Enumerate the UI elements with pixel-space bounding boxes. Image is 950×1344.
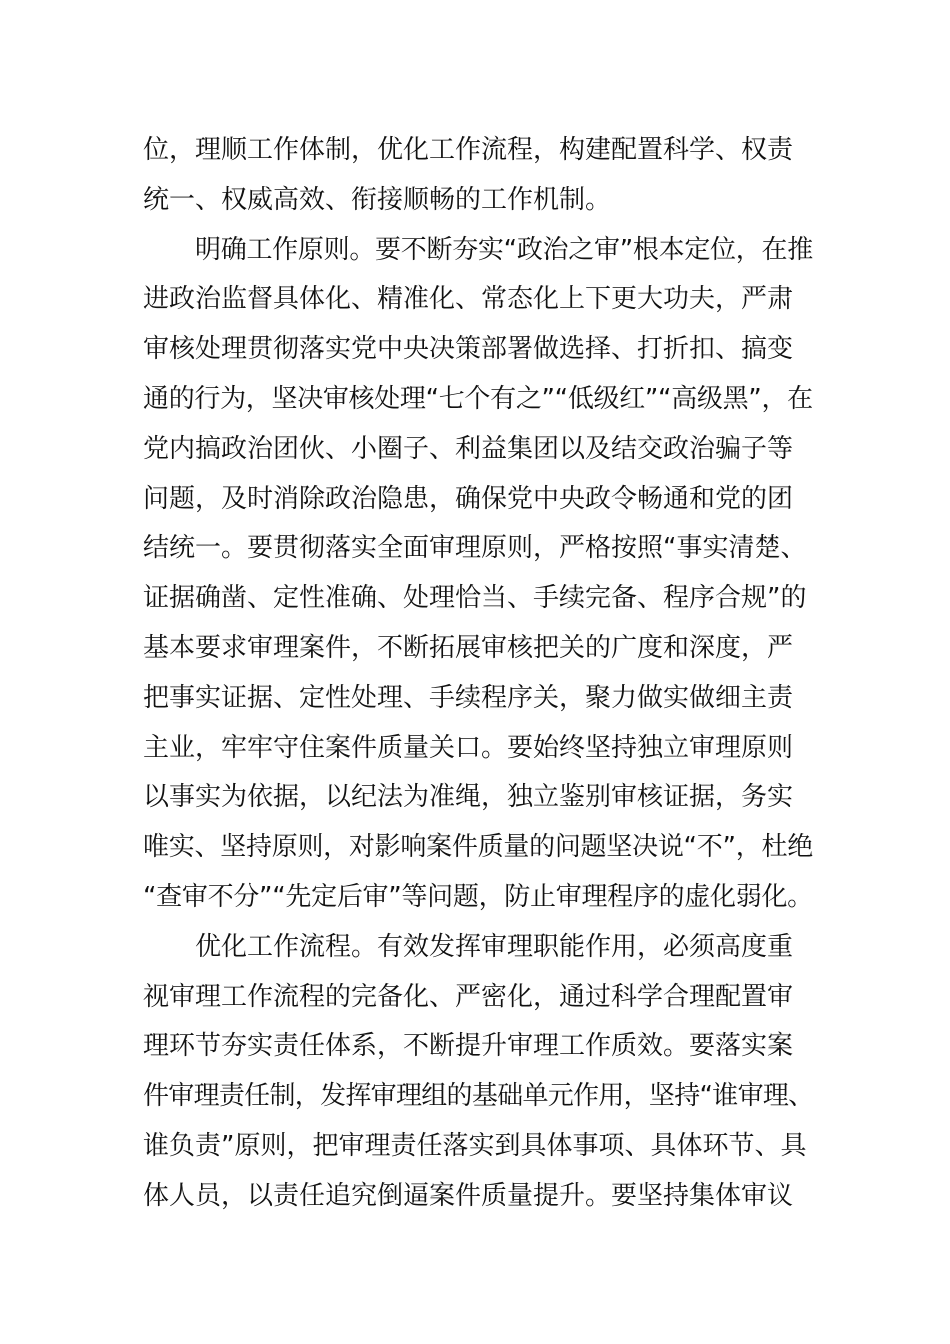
text-line: “查审不分”“先定后审”等问题，防止审理程序的虚化弱化。	[143, 881, 813, 912]
paragraph-continuation	[143, 126, 813, 226]
text-line: 优化工作流程。有效发挥审理职能作用，必须高度重	[195, 931, 794, 962]
text-line: 证据确凿、定性准确、处理恰当、手续完备、程序合规”的	[143, 583, 807, 614]
text-line: 审核处理贯彻落实党中央决策部署做选择、打折扣、搞变	[143, 334, 794, 365]
text-line: 进政治监督具体化、精准化、常态化上下更大功夫，严肃	[143, 284, 794, 315]
text-line: 谁负责”原则，把审理责任落实到具体事项、具体环节、具	[143, 1130, 807, 1161]
text-line: 理环节夯实责任体系，不断提升审理工作质效。要落实案	[143, 1031, 794, 1062]
paragraph-optimize-workflow	[143, 923, 813, 1222]
text-line: 通的行为，坚决审核处理“七个有之”“低级红”“高级黑”，在	[143, 383, 813, 414]
text-line: 党内搞政治团伙、小圈子、利益集团以及结交政治骗子等	[143, 433, 794, 464]
body-text	[143, 126, 813, 1222]
text-line: 明确工作原则。要不断夯实“政治之审”根本定位，在推	[195, 234, 813, 265]
text-line: 结统一。要贯彻落实全面审理原则，严格按照“事实清楚、	[143, 533, 807, 564]
text-line: 视审理工作流程的完备化、严密化，通过科学合理配置审	[143, 981, 794, 1012]
text-line: 把事实证据、定性处理、手续程序关，聚力做实做细主责	[143, 682, 794, 713]
text-line: 基本要求审理案件，不断拓展审核把关的广度和深度，严	[143, 632, 794, 663]
text-line: 唯实、坚持原则，对影响案件质量的问题坚决说“不”，杜绝	[143, 832, 813, 863]
text-line: 问题，及时消除政治隐患，确保党中央政令畅通和党的团	[143, 483, 794, 514]
paragraph-work-principles	[143, 226, 813, 923]
text-line: 主业，牢牢守住案件质量关口。要始终坚持独立审理原则	[143, 732, 794, 763]
text-line: 位，理顺工作体制，优化工作流程，构建配置科学、权责	[143, 135, 794, 165]
text-line: 统一、权威高效、衔接顺畅的工作机制。	[143, 184, 612, 215]
text-line: 件审理责任制，发挥审理组的基础单元作用，坚持“谁审理、	[143, 1081, 814, 1112]
text-line: 以事实为依据，以纪法为准绳，独立鉴别审核证据，务实	[143, 782, 794, 813]
text-line: 体人员，以责任追究倒逼案件质量提升。要坚持集体审议	[143, 1180, 794, 1211]
